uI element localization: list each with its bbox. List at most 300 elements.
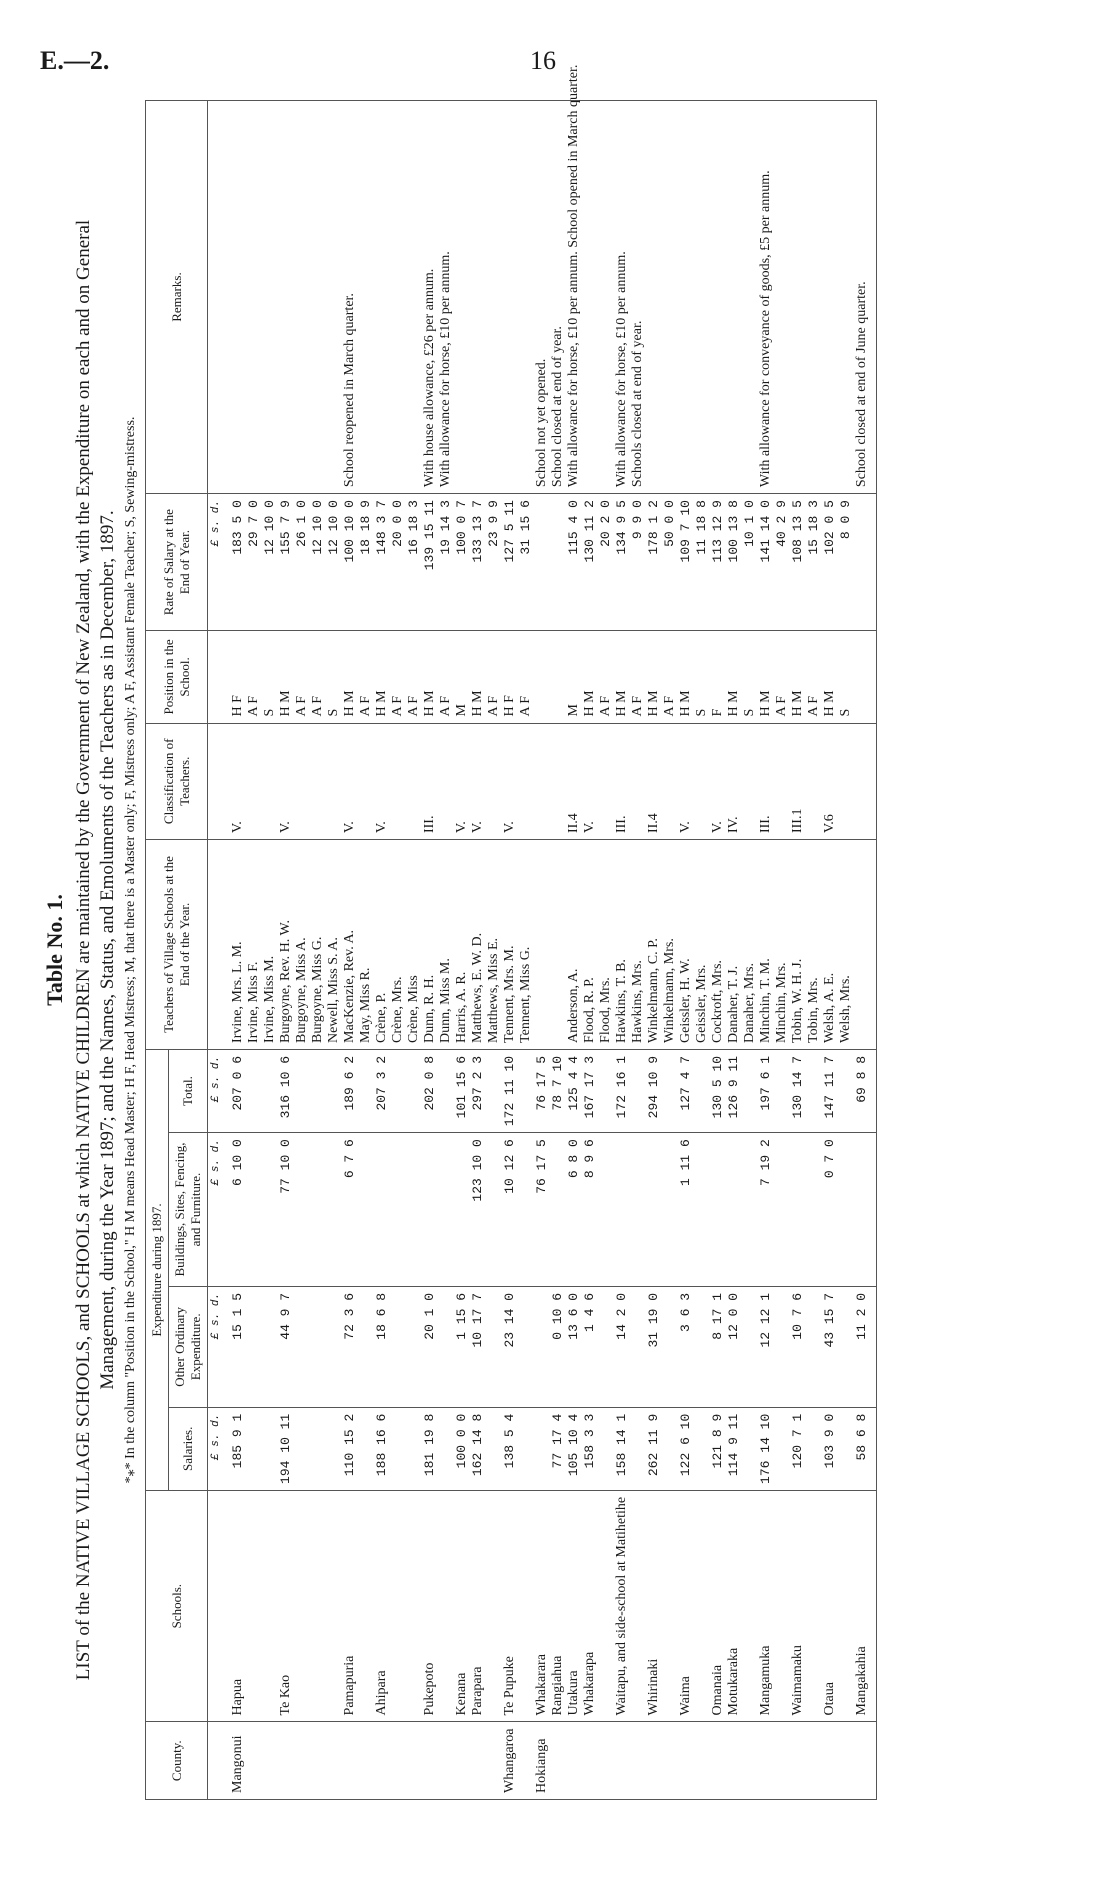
buildings-cell <box>406 1133 422 1287</box>
school-cell: Otaua <box>822 1490 838 1722</box>
total-cell: 130 14 7 <box>790 1049 806 1132</box>
county-cell <box>374 1722 390 1800</box>
other-expenditure-cell: 14 2 0 <box>614 1286 630 1407</box>
teacher-cell: Crène, Mrs. <box>390 840 406 1050</box>
classification-cell <box>262 723 278 839</box>
other-expenditure-cell: 1 15 6 <box>454 1286 470 1407</box>
other-expenditure-cell <box>806 1286 822 1407</box>
position-cell: S <box>326 631 342 723</box>
remarks-cell: Schools closed at end of year. <box>630 101 646 494</box>
total-cell: 202 0 8 <box>422 1049 438 1132</box>
county-cell <box>566 1722 582 1800</box>
salaries-cell: 103 9 0 <box>822 1407 838 1490</box>
other-expenditure-cell: 72 3 6 <box>342 1286 358 1407</box>
total-cell: 76 17 5 <box>534 1049 550 1132</box>
position-cell: H M <box>614 631 630 723</box>
county-cell <box>246 1722 262 1800</box>
county-cell <box>694 1722 710 1800</box>
classification-cell <box>598 723 614 839</box>
rate-cell: 10 1 0 <box>742 494 758 631</box>
remarks-cell: With allowance for horse, £10 per annum. School opened in March quarter. <box>566 101 582 494</box>
remarks-cell <box>406 101 422 494</box>
teacher-cell: Burgoyne, Miss G. <box>310 840 326 1050</box>
remarks-cell <box>374 101 390 494</box>
position-cell: A F <box>662 631 678 723</box>
teacher-cell: Newell, Miss S. A. <box>326 840 342 1050</box>
position-cell: H M <box>422 631 438 723</box>
county-cell <box>854 1722 877 1800</box>
table-row <box>502 101 518 1800</box>
teacher-cell: Danaher, Mrs. <box>742 840 758 1050</box>
position-cell: A F <box>518 631 534 723</box>
county-cell <box>726 1722 742 1800</box>
position-cell: S <box>838 631 854 723</box>
buildings-cell <box>726 1133 742 1287</box>
remarks-cell <box>710 101 726 494</box>
buildings-cell <box>438 1133 454 1287</box>
position-cell: F <box>710 631 726 723</box>
remarks-cell: With allowance for conveyance of goods, £5 per annum. <box>758 101 774 494</box>
position-cell: H M <box>726 631 742 723</box>
total-cell <box>310 1049 326 1132</box>
other-expenditure-cell <box>262 1286 278 1407</box>
other-expenditure-header: Other Ordinary Expenditure. <box>169 1286 208 1407</box>
remarks-cell <box>502 101 518 494</box>
teacher-cell <box>534 840 550 1050</box>
rate-cell: 26 1 0 <box>294 494 310 631</box>
total-cell <box>742 1049 758 1132</box>
buildings-cell <box>646 1133 662 1287</box>
other-expenditure-cell: 23 14 0 <box>502 1286 518 1407</box>
position-cell <box>534 631 550 723</box>
total-cell: 189 6 2 <box>342 1049 358 1132</box>
rate-header: Rate of Salary at the End of Year. <box>146 494 208 631</box>
table-row <box>710 101 726 1800</box>
salaries-cell: 188 16 6 <box>374 1407 390 1490</box>
salaries-cell <box>694 1407 710 1490</box>
total-cell: 197 6 1 <box>758 1049 774 1132</box>
county-cell <box>630 1722 646 1800</box>
table-row <box>598 101 614 1800</box>
other-expenditure-cell: 12 0 0 <box>726 1286 742 1407</box>
table-row <box>486 101 502 1800</box>
remarks-cell: With allowance for horse, £10 per annum. <box>438 101 454 494</box>
salaries-cell <box>246 1407 262 1490</box>
total-cell: 69 8 8 <box>854 1049 877 1132</box>
school-cell <box>806 1490 822 1722</box>
table-row <box>342 101 358 1800</box>
remarks-cell <box>822 101 838 494</box>
buildings-cell: 1 11 6 <box>678 1133 694 1287</box>
rate-cell: 155 7 9 <box>278 494 294 631</box>
salaries-cell <box>630 1407 646 1490</box>
rate-cell: 115 4 0 <box>566 494 582 631</box>
classification-header: Classification of Teachers. <box>146 723 208 839</box>
other-expenditure-cell <box>310 1286 326 1407</box>
buildings-cell: 8 9 6 <box>582 1133 598 1287</box>
classification-cell <box>694 723 710 839</box>
school-cell: Rangiahua <box>550 1490 566 1722</box>
county-cell <box>470 1722 486 1800</box>
buildings-cell <box>598 1133 614 1287</box>
position-cell <box>854 631 877 723</box>
county-cell <box>310 1722 326 1800</box>
school-cell: Whirinaki <box>646 1490 662 1722</box>
buildings-cell <box>310 1133 326 1287</box>
classification-cell: V. <box>502 723 518 839</box>
other-expenditure-cell <box>294 1286 310 1407</box>
total-cell: 297 2 3 <box>470 1049 486 1132</box>
other-expenditure-cell: 8 17 1 <box>710 1286 726 1407</box>
teacher-cell: Dunn, Miss M. <box>438 840 454 1050</box>
remarks-cell <box>262 101 278 494</box>
salaries-cell: 194 10 11 <box>278 1407 294 1490</box>
remarks-cell <box>470 101 486 494</box>
table-footnote: *⁎* In the column "Position in the School," H M means Head Master; H F, Head Mistress; M, that there is a Master only; F, Mistress only; A F, Assistant Female Teacher; S, Sewing-mistress. <box>123 416 138 1484</box>
remarks-cell: With house allowance, £26 per annum. <box>422 101 438 494</box>
other-expenditure-cell: 13 6 0 <box>566 1286 582 1407</box>
position-cell: H F <box>502 631 518 723</box>
table-row <box>566 101 582 1800</box>
salaries-cell: 120 7 1 <box>790 1407 806 1490</box>
buildings-cell <box>358 1133 374 1287</box>
total-cell: 316 10 6 <box>278 1049 294 1132</box>
teacher-cell: Irvine, Miss F. <box>246 840 262 1050</box>
classification-cell <box>838 723 854 839</box>
total-cell: 172 16 1 <box>614 1049 630 1132</box>
table-row <box>246 101 262 1800</box>
county-cell <box>278 1722 294 1800</box>
total-cell: 78 7 10 <box>550 1049 566 1132</box>
position-cell: A F <box>390 631 406 723</box>
salaries-cell: 100 0 0 <box>454 1407 470 1490</box>
position-cell: A F <box>294 631 310 723</box>
position-cell: A F <box>806 631 822 723</box>
other-expenditure-cell <box>358 1286 374 1407</box>
county-cell <box>598 1722 614 1800</box>
school-cell: Te Kao <box>278 1490 294 1722</box>
salaries-cell: 114 9 11 <box>726 1407 742 1490</box>
rate-cell <box>550 494 566 631</box>
salaries-cell <box>598 1407 614 1490</box>
table-row <box>454 101 470 1800</box>
buildings-cell: 10 12 6 <box>502 1133 518 1287</box>
total-cell <box>486 1049 502 1132</box>
classification-cell: V. <box>374 723 390 839</box>
total-header: Total. <box>169 1049 208 1132</box>
salaries-cell: 185 9 1 <box>224 1407 246 1490</box>
teacher-cell: Matthews, E. W. D. <box>470 840 486 1050</box>
county-cell <box>486 1722 502 1800</box>
school-cell <box>262 1490 278 1722</box>
teacher-cell: Crène, Miss <box>406 840 422 1050</box>
expenditure-header: Expenditure during 1897. <box>146 1049 169 1490</box>
total-cell: 125 4 4 <box>566 1049 582 1132</box>
school-cell <box>838 1490 854 1722</box>
other-expenditure-cell <box>662 1286 678 1407</box>
document-reference: E.—2. <box>40 46 110 75</box>
salaries-cell: 176 14 10 <box>758 1407 774 1490</box>
rate-cell: 178 1 2 <box>646 494 662 631</box>
other-expenditure-cell: 3 6 3 <box>678 1286 694 1407</box>
teacher-cell: Winkelmann, C. P. <box>646 840 662 1050</box>
position-cell: A F <box>774 631 790 723</box>
rate-cell: 12 10 0 <box>326 494 342 631</box>
other-expenditure-cell <box>486 1286 502 1407</box>
other-expenditure-cell: 12 12 1 <box>758 1286 774 1407</box>
salaries-cell: 105 10 4 <box>566 1407 582 1490</box>
county-cell <box>758 1722 774 1800</box>
position-cell <box>550 631 566 723</box>
unit-label: £ s. d. <box>208 494 225 631</box>
other-expenditure-cell: 11 2 0 <box>854 1286 877 1407</box>
county-cell <box>806 1722 822 1800</box>
position-cell: H M <box>470 631 486 723</box>
remarks-cell <box>310 101 326 494</box>
remarks-cell: School closed at end of June quarter. <box>854 101 877 494</box>
other-expenditure-cell <box>406 1286 422 1407</box>
buildings-cell: 7 19 2 <box>758 1133 774 1287</box>
other-expenditure-cell: 31 19 0 <box>646 1286 662 1407</box>
unit-label: £ s. d. <box>208 1407 225 1490</box>
school-cell <box>694 1490 710 1722</box>
position-cell: H F <box>224 631 246 723</box>
table-row <box>726 101 742 1800</box>
table-row <box>694 101 710 1800</box>
classification-cell: III.1 <box>790 723 806 839</box>
table-row <box>582 101 598 1800</box>
rate-cell: 109 7 10 <box>678 494 694 631</box>
school-cell <box>662 1490 678 1722</box>
remarks-cell <box>224 101 246 494</box>
classification-cell <box>662 723 678 839</box>
table-row <box>294 101 310 1800</box>
table-caption <box>42 100 139 1800</box>
teacher-cell: Tennent, Mrs. M. <box>502 840 518 1050</box>
remarks-cell <box>838 101 854 494</box>
remarks-cell <box>518 101 534 494</box>
unit-cell <box>208 840 225 1050</box>
county-cell <box>406 1722 422 1800</box>
classification-cell <box>518 723 534 839</box>
other-expenditure-cell: 43 15 7 <box>822 1286 838 1407</box>
total-cell <box>326 1049 342 1132</box>
other-expenditure-cell <box>518 1286 534 1407</box>
buildings-cell <box>390 1133 406 1287</box>
rate-cell <box>854 494 877 631</box>
classification-cell: V. <box>710 723 726 839</box>
teacher-cell: Burgoyne, Miss A. <box>294 840 310 1050</box>
buildings-cell <box>246 1133 262 1287</box>
position-cell: A F <box>486 631 502 723</box>
classification-cell: V. <box>454 723 470 839</box>
total-cell <box>390 1049 406 1132</box>
salaries-cell: 181 19 8 <box>422 1407 438 1490</box>
salaries-cell <box>326 1407 342 1490</box>
school-cell <box>390 1490 406 1722</box>
other-expenditure-cell <box>630 1286 646 1407</box>
teacher-cell: Minchin, Mrs. <box>774 840 790 1050</box>
total-cell: 127 4 7 <box>678 1049 694 1132</box>
classification-cell <box>486 723 502 839</box>
schools-table <box>145 64 877 1800</box>
county-cell <box>614 1722 630 1800</box>
position-cell: M <box>566 631 582 723</box>
position-cell: S <box>694 631 710 723</box>
remarks-cell <box>678 101 694 494</box>
unit-cell <box>208 723 225 839</box>
rate-cell: 31 15 6 <box>518 494 534 631</box>
classification-cell <box>326 723 342 839</box>
school-cell <box>742 1490 758 1722</box>
county-cell <box>326 1722 342 1800</box>
table-row <box>374 101 390 1800</box>
remarks-cell <box>790 101 806 494</box>
county-cell <box>662 1722 678 1800</box>
table-row <box>614 101 630 1800</box>
teacher-cell: Hawkins, T. B. <box>614 840 630 1050</box>
school-cell <box>598 1490 614 1722</box>
total-cell: 101 15 6 <box>454 1049 470 1132</box>
buildings-cell <box>742 1133 758 1287</box>
school-cell <box>774 1490 790 1722</box>
table-row <box>406 101 422 1800</box>
rate-cell: 12 10 0 <box>262 494 278 631</box>
school-cell: Whakarapa <box>582 1490 598 1722</box>
school-cell: Kenana <box>454 1490 470 1722</box>
teacher-cell: Flood, Mrs. <box>598 840 614 1050</box>
school-cell: Utakura <box>566 1490 582 1722</box>
teacher-cell <box>854 840 877 1050</box>
county-cell: Whangaroa <box>502 1722 518 1800</box>
total-cell <box>694 1049 710 1132</box>
total-cell: 172 11 10 <box>502 1049 518 1132</box>
page-number: 16 <box>530 46 556 75</box>
total-cell <box>774 1049 790 1132</box>
county-cell <box>742 1722 758 1800</box>
table-row <box>390 101 406 1800</box>
classification-cell <box>358 723 374 839</box>
rate-cell: 102 0 5 <box>822 494 838 631</box>
rate-cell: 127 5 11 <box>502 494 518 631</box>
teacher-cell: Anderson, A. <box>566 840 582 1050</box>
remarks-cell <box>582 101 598 494</box>
remarks-cell <box>742 101 758 494</box>
unit-label: £ s. d. <box>208 1133 225 1287</box>
school-cell <box>310 1490 326 1722</box>
remarks-cell: With allowance for horse, £10 per annum. <box>614 101 630 494</box>
total-cell <box>438 1049 454 1132</box>
table-row <box>822 101 838 1800</box>
classification-cell: V. <box>342 723 358 839</box>
page-header <box>40 46 1074 86</box>
position-cell: H M <box>646 631 662 723</box>
salaries-cell <box>742 1407 758 1490</box>
rate-cell: 12 10 0 <box>310 494 326 631</box>
rate-cell: 20 2 0 <box>598 494 614 631</box>
classification-cell <box>246 723 262 839</box>
unit-row <box>208 101 225 1800</box>
rate-cell: 100 0 7 <box>454 494 470 631</box>
classification-cell: III. <box>422 723 438 839</box>
unit-cell <box>208 1490 225 1722</box>
school-cell: Waitapu, and side-school at Matihetihe <box>614 1490 630 1722</box>
position-header: Position in the School. <box>146 631 208 723</box>
salaries-cell: 110 15 2 <box>342 1407 358 1490</box>
total-cell: 130 5 10 <box>710 1049 726 1132</box>
teacher-cell: Welsh, Mrs. <box>838 840 854 1050</box>
position-cell: H M <box>278 631 294 723</box>
teacher-cell: Dunn, R. H. <box>422 840 438 1050</box>
other-expenditure-cell: 0 10 6 <box>550 1286 566 1407</box>
teacher-cell: Flood, R. P. <box>582 840 598 1050</box>
buildings-cell: 6 10 0 <box>224 1133 246 1287</box>
school-cell: Pamapuria <box>342 1490 358 1722</box>
table-row <box>790 101 806 1800</box>
teacher-cell: Minchin, T. M. <box>758 840 774 1050</box>
rate-cell: 19 14 3 <box>438 494 454 631</box>
school-cell <box>630 1490 646 1722</box>
total-cell: 294 10 9 <box>646 1049 662 1132</box>
buildings-cell: 77 10 0 <box>278 1133 294 1287</box>
rate-cell: 139 15 11 <box>422 494 438 631</box>
remarks-cell <box>294 101 310 494</box>
county-cell <box>678 1722 694 1800</box>
rotated-table-region <box>40 64 1060 1800</box>
buildings-cell <box>774 1133 790 1287</box>
table-row <box>646 101 662 1800</box>
county-cell <box>422 1722 438 1800</box>
teacher-cell: Geissler, H. W. <box>678 840 694 1050</box>
classification-cell: II.4 <box>646 723 662 839</box>
position-cell: H M <box>342 631 358 723</box>
position-cell: A F <box>310 631 326 723</box>
remarks-cell <box>454 101 470 494</box>
rate-cell: 50 0 0 <box>662 494 678 631</box>
classification-cell: II.4 <box>566 723 582 839</box>
classification-cell: V. <box>224 723 246 839</box>
classification-cell <box>534 723 550 839</box>
school-cell <box>246 1490 262 1722</box>
classification-cell: V.6 <box>822 723 838 839</box>
school-cell <box>406 1490 422 1722</box>
salaries-cell <box>438 1407 454 1490</box>
table-row <box>662 101 678 1800</box>
buildings-cell <box>262 1133 278 1287</box>
rate-cell <box>534 494 550 631</box>
salaries-cell: 162 14 8 <box>470 1407 486 1490</box>
classification-cell <box>438 723 454 839</box>
school-cell <box>326 1490 342 1722</box>
teacher-cell: Welsh, A. E. <box>822 840 838 1050</box>
county-cell <box>390 1722 406 1800</box>
school-cell <box>294 1490 310 1722</box>
buildings-cell: 0 7 0 <box>822 1133 838 1287</box>
school-cell <box>438 1490 454 1722</box>
salaries-cell: 158 14 1 <box>614 1407 630 1490</box>
other-expenditure-cell <box>438 1286 454 1407</box>
teacher-cell: Harris, A. R. <box>454 840 470 1050</box>
total-cell <box>294 1049 310 1132</box>
county-cell <box>838 1722 854 1800</box>
teacher-cell: Geissler, Mrs. <box>694 840 710 1050</box>
remarks-cell <box>646 101 662 494</box>
table-row <box>262 101 278 1800</box>
teacher-cell: Irvine, Miss M. <box>262 840 278 1050</box>
county-cell <box>438 1722 454 1800</box>
school-cell: Waima <box>678 1490 694 1722</box>
position-cell: H M <box>758 631 774 723</box>
